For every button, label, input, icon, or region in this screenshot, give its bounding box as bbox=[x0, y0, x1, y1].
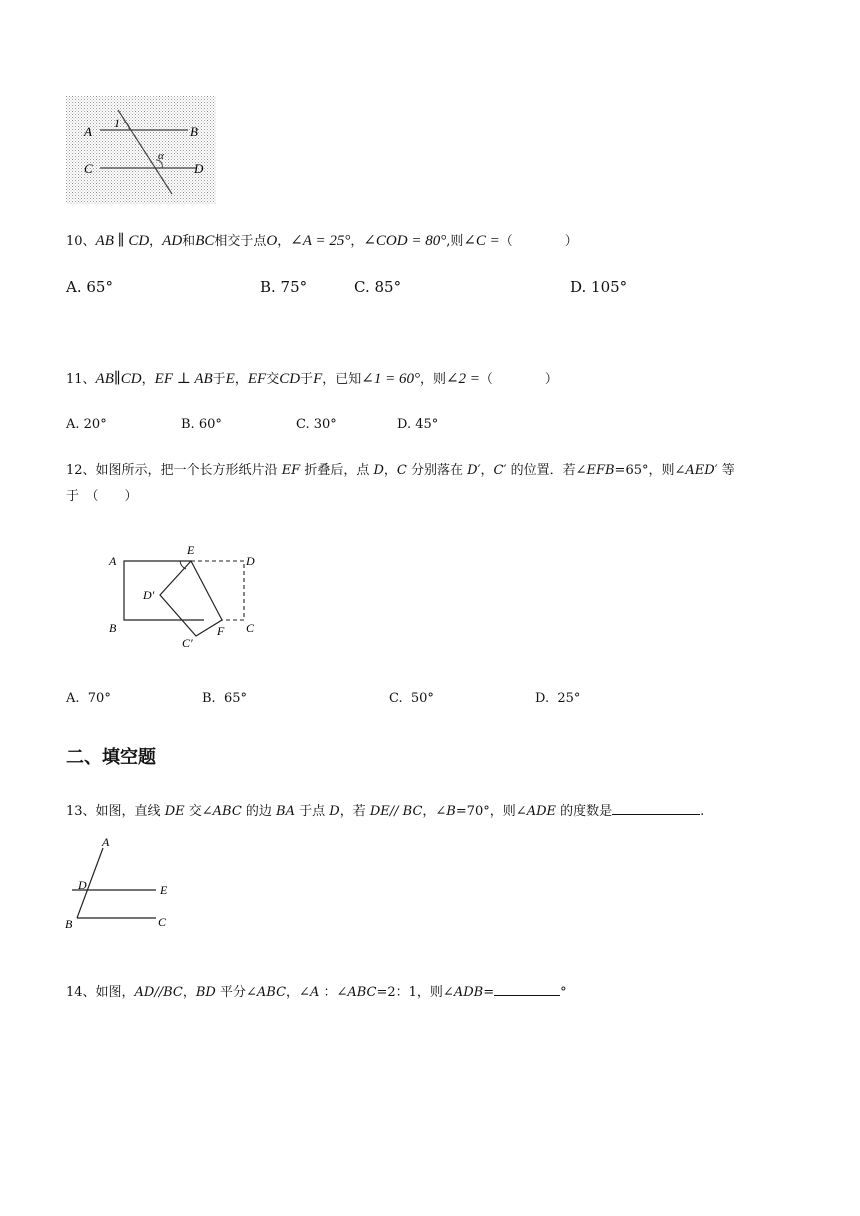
q11-f: F bbox=[313, 371, 323, 387]
q13-end: . bbox=[700, 804, 705, 819]
label-cprime: C′ bbox=[182, 636, 193, 650]
q13-ba: BA bbox=[276, 804, 295, 819]
q12-text-b: 折叠后，点 bbox=[300, 463, 374, 478]
label-d: D bbox=[246, 554, 255, 568]
label-alpha: α bbox=[158, 150, 164, 162]
q12-option-d[interactable]: D. 25° bbox=[535, 691, 581, 706]
q12-cprime: C′ bbox=[493, 463, 507, 478]
q11-ab-cd: AB∥CD bbox=[95, 371, 142, 387]
q11-option-c[interactable]: C. 30° bbox=[296, 417, 337, 432]
q12-option-c[interactable]: C. 50° bbox=[389, 691, 434, 706]
q10-and: 和 bbox=[182, 234, 196, 249]
q13-abc: ABC bbox=[212, 804, 242, 819]
q12-aed: AED′ bbox=[685, 463, 718, 478]
q10-parallel: ∥ bbox=[113, 233, 129, 249]
label-b: B bbox=[190, 124, 198, 139]
q11-angle2: ∠2 = bbox=[445, 371, 480, 387]
label-1: 1 bbox=[114, 116, 120, 130]
q11-sep1: ， bbox=[141, 372, 155, 387]
q11-known: ，已知 bbox=[322, 372, 362, 387]
label-dprime: D′ bbox=[143, 588, 155, 602]
label-c: C bbox=[158, 915, 167, 929]
q10-bc: BC bbox=[195, 233, 215, 249]
q14-abc2: ABC bbox=[347, 985, 377, 1000]
label-c: C bbox=[246, 621, 255, 635]
figure-angle-abc bbox=[62, 834, 182, 934]
q12-comma2: ， bbox=[480, 463, 494, 478]
q10-ad: AD bbox=[162, 233, 183, 249]
q12-text-d: 的位置．若∠ bbox=[506, 463, 587, 478]
q10-number: 10、 bbox=[66, 234, 96, 249]
q11-angle1: ∠1 = 60° bbox=[361, 371, 420, 387]
q10-o: O bbox=[266, 233, 278, 249]
q14-mid1: ， bbox=[182, 985, 196, 1000]
q11-at-e-pre: 于 bbox=[212, 372, 226, 387]
q10-sep1: ， bbox=[149, 234, 163, 249]
q13-pre: 13、如图，直线 bbox=[66, 804, 165, 819]
q10-paren: （ ） bbox=[499, 234, 578, 249]
label-e: E bbox=[160, 883, 168, 897]
q13-b: B bbox=[446, 804, 456, 819]
label-a: A bbox=[102, 835, 110, 849]
q12-option-a[interactable]: A. 70° bbox=[66, 691, 111, 706]
q12-text-f: 等 bbox=[717, 463, 735, 478]
q14-adbc: AD//BC bbox=[134, 985, 183, 1000]
question-10 bbox=[66, 232, 578, 251]
q13-mid4: ，若 bbox=[339, 804, 370, 819]
figure-parallel-transversal bbox=[66, 96, 216, 204]
q10-sep2: ， bbox=[277, 234, 291, 249]
q13-mid5: ，∠ bbox=[422, 804, 447, 819]
q10-option-c[interactable]: C. 85° bbox=[354, 278, 402, 296]
label-b: B bbox=[65, 917, 73, 931]
q12-ef: EF bbox=[281, 463, 301, 478]
q11-at-f-pre: 于 bbox=[300, 372, 314, 387]
q11-option-d[interactable]: D. 45° bbox=[397, 417, 439, 432]
q11-sep2: ， bbox=[234, 372, 248, 387]
q13-mid2: 的边 bbox=[241, 804, 277, 819]
q14-mid2: 平分∠ bbox=[215, 985, 257, 1000]
q12-comma: ， bbox=[383, 463, 397, 478]
label-a: A bbox=[84, 124, 92, 139]
q13-d: D bbox=[329, 804, 340, 819]
q10-angle-a: ∠A = 25° bbox=[290, 233, 351, 249]
q13-de: DE bbox=[164, 804, 185, 819]
q13-mid7: 的度数是 bbox=[556, 804, 613, 819]
label-a: A bbox=[109, 554, 117, 568]
q11-cross: 交 bbox=[266, 372, 280, 387]
q11-number: 11、 bbox=[66, 372, 96, 387]
question-13 bbox=[66, 802, 704, 821]
q14-pre: 14、如图， bbox=[66, 985, 135, 1000]
question-14 bbox=[66, 983, 567, 1002]
q13-debc: DE// BC bbox=[369, 804, 423, 819]
q12-option-b[interactable]: B. 65° bbox=[202, 691, 247, 706]
section-title-fill-in: 二、填空题 bbox=[66, 747, 156, 768]
q14-bd: BD bbox=[195, 985, 216, 1000]
q14-mid4: ：∠ bbox=[319, 985, 348, 1000]
q11-e: E bbox=[225, 371, 235, 387]
label-d: D bbox=[78, 878, 87, 892]
q12-c: C bbox=[396, 463, 407, 478]
q12-text-a: 12、如图所示，把一个长方形纸片沿 bbox=[66, 463, 282, 478]
q11-cd: CD bbox=[279, 371, 301, 387]
label-f: F bbox=[217, 624, 225, 638]
q10-cd: CD bbox=[128, 233, 150, 249]
folded-part bbox=[160, 561, 222, 636]
q14-mid6: = bbox=[483, 985, 495, 1000]
q14-mid3: ，∠ bbox=[286, 985, 310, 1000]
q13-answer-blank[interactable] bbox=[612, 802, 700, 815]
q14-adb: ADB bbox=[453, 985, 484, 1000]
figure-folded-rectangle bbox=[100, 540, 270, 652]
question-11 bbox=[66, 370, 558, 389]
q10-intersect: 相交于点 bbox=[214, 234, 267, 249]
q11-then: ，则 bbox=[419, 372, 446, 387]
label-e: E bbox=[187, 543, 195, 557]
q11-paren: （ ） bbox=[479, 372, 558, 387]
question-12-line-1 bbox=[66, 462, 735, 480]
figure-parallel-transversal-svg bbox=[66, 96, 216, 204]
q12-efb: EFB bbox=[586, 463, 615, 478]
q11-ef-perp: EF ⊥ AB bbox=[154, 371, 213, 387]
q13-ade: ADE bbox=[526, 804, 556, 819]
q12-dprime: D′ bbox=[467, 463, 481, 478]
q14-a: A bbox=[309, 985, 320, 1000]
q13-mid3: 于点 bbox=[295, 804, 330, 819]
q13-mid1: 交∠ bbox=[184, 804, 213, 819]
q14-end: ° bbox=[560, 985, 567, 1000]
dotted-background bbox=[66, 96, 216, 204]
label-b: B bbox=[109, 621, 117, 635]
q11-option-b[interactable]: B. 60° bbox=[181, 417, 222, 432]
q12-text-e: =65°，则∠ bbox=[614, 463, 686, 478]
q10-angle-c: ∠C = bbox=[463, 233, 500, 249]
q10-then: ,则 bbox=[446, 234, 464, 249]
q11-option-a[interactable]: A. 20° bbox=[66, 417, 107, 432]
label-c: C bbox=[84, 161, 93, 176]
q10-option-d[interactable]: D. 105° bbox=[570, 278, 628, 296]
q13-mid6: =70°，则∠ bbox=[455, 804, 527, 819]
q10-option-b[interactable]: B. 75° bbox=[260, 278, 308, 296]
q14-answer-blank[interactable] bbox=[494, 983, 560, 996]
q10-sep3: ， bbox=[350, 234, 364, 249]
q14-mid5: =2：1，则∠ bbox=[376, 985, 454, 1000]
q10-angle-cod: ∠COD = 80° bbox=[363, 233, 447, 249]
label-d: D bbox=[194, 161, 204, 176]
figure-angle-abc-svg bbox=[62, 834, 182, 934]
q12-d: D bbox=[373, 463, 384, 478]
q10-ab: AB bbox=[95, 233, 114, 249]
q12-text-c: 分别落在 bbox=[406, 463, 468, 478]
q14-abc: ABC bbox=[256, 985, 287, 1000]
q11-ef: EF bbox=[247, 371, 267, 387]
question-12-line-2: 于 （ ） bbox=[66, 489, 138, 504]
figure-folded-rectangle-svg bbox=[100, 540, 270, 652]
q10-option-a[interactable]: A. 65° bbox=[66, 278, 113, 296]
